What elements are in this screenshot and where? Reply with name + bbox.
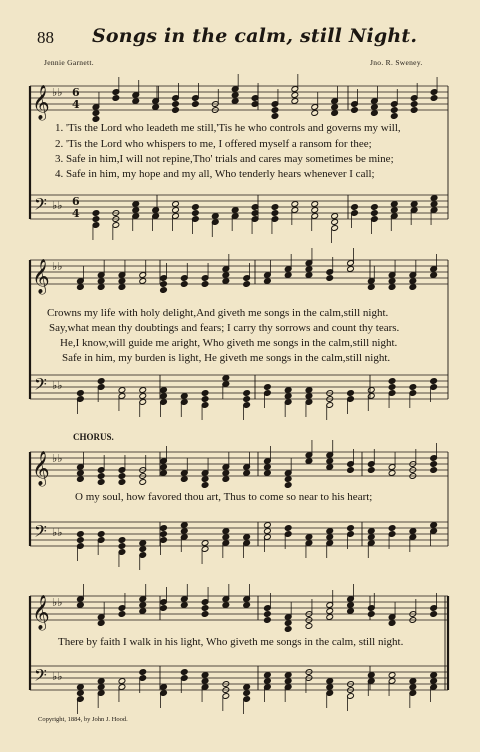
note-head: [243, 684, 251, 691]
note-head: [409, 528, 417, 535]
note-head: [160, 605, 168, 612]
key-signature: ♭♭: [52, 596, 63, 609]
note-head: [243, 470, 251, 477]
note-head: [271, 107, 279, 114]
note-head: [284, 387, 292, 394]
note-head: [222, 602, 230, 609]
note-head: [201, 605, 209, 612]
note-head: [264, 470, 272, 477]
note-head: [388, 620, 396, 627]
note-head: [409, 284, 417, 291]
note-head: [139, 393, 147, 400]
note-head: [388, 378, 396, 385]
note-head: [264, 522, 272, 529]
chorus-line-1: O my soul, how favored thou art, Thus to come so near to his heart;: [75, 491, 373, 503]
bass-clef: 𝄢: [34, 521, 47, 545]
note-head: [311, 110, 319, 117]
note-head: [92, 216, 100, 223]
note-head: [139, 387, 147, 394]
note-head: [371, 104, 379, 111]
note-head: [118, 537, 126, 544]
note-head: [409, 678, 417, 685]
note-head: [371, 110, 379, 117]
note-head: [139, 540, 147, 547]
note-head: [211, 213, 219, 220]
treble-clef: 𝄞: [32, 85, 50, 120]
note-head: [291, 201, 299, 208]
note-head: [192, 101, 200, 108]
note-head: [311, 207, 319, 214]
note-head: [231, 98, 239, 105]
note-head: [160, 387, 168, 394]
note-head: [390, 201, 398, 208]
note-head: [77, 390, 85, 397]
time-signature: 6: [72, 86, 80, 99]
time-signature: 4: [72, 98, 80, 111]
note-head: [132, 201, 140, 208]
verse-line-3a: 3. Safe in him,I will not repine,Tho' trials and cares may sometimes be mine;: [55, 153, 394, 165]
note-head: [139, 669, 147, 676]
note-head: [331, 110, 339, 117]
note-head: [271, 210, 279, 217]
note-head: [97, 678, 105, 685]
note-head: [152, 207, 160, 214]
note-head: [192, 204, 200, 211]
note-head: [410, 201, 418, 208]
note-head: [326, 534, 334, 541]
note-head: [367, 284, 375, 291]
note-head: [311, 201, 319, 208]
note-head: [172, 107, 180, 114]
note-head: [326, 528, 334, 535]
note-head: [201, 540, 209, 547]
note-head: [152, 104, 160, 111]
key-signature: ♭♭: [52, 260, 63, 273]
note-head: [390, 107, 398, 114]
verse-line-2a: 2. 'Tis the Lord who whispers to me, I offered myself a ransom for thee;: [55, 138, 372, 150]
note-head: [160, 393, 168, 400]
note-head: [172, 201, 180, 208]
note-head: [388, 278, 396, 285]
note-head: [347, 390, 355, 397]
note-head: [160, 281, 168, 288]
note-head: [305, 393, 313, 400]
note-head: [160, 525, 168, 532]
note-head: [222, 278, 230, 285]
note-head: [410, 107, 418, 114]
note-head: [326, 678, 334, 685]
note-head: [264, 678, 272, 685]
note-head: [284, 620, 292, 627]
note-head: [367, 672, 375, 679]
note-head: [222, 534, 230, 541]
note-head: [331, 219, 339, 226]
note-head: [388, 384, 396, 391]
note-head: [305, 272, 313, 279]
note-head: [409, 684, 417, 691]
note-head: [390, 207, 398, 214]
copyright-notice: Copyright, 1884, by John J. Hood.: [38, 716, 128, 723]
note-head: [118, 284, 126, 291]
note-head: [201, 476, 209, 483]
note-head: [284, 525, 292, 532]
note-head: [367, 467, 375, 474]
note-head: [331, 104, 339, 111]
note-head: [326, 684, 334, 691]
note-head: [409, 384, 417, 391]
note-head: [201, 678, 209, 685]
note-head: [172, 101, 180, 108]
verse-line-4a: 4. Safe in him, my hope and my all, Who tenderly hears whenever I call;: [55, 168, 375, 180]
verse-line-1b: Crowns my life with holy delight,And giveth me songs in the calm,still night.: [47, 307, 389, 319]
note-head: [430, 272, 438, 279]
note-head: [97, 473, 105, 480]
note-head: [430, 672, 438, 679]
note-head: [305, 458, 313, 465]
note-head: [180, 476, 188, 483]
note-head: [192, 210, 200, 217]
note-head: [409, 278, 417, 285]
bass-clef: 𝄢: [34, 665, 47, 689]
note-head: [284, 672, 292, 679]
note-head: [118, 611, 126, 618]
note-head: [347, 266, 355, 273]
note-head: [132, 98, 140, 105]
note-head: [180, 522, 188, 529]
note-head: [139, 479, 147, 486]
note-head: [139, 546, 147, 553]
note-head: [180, 528, 188, 535]
note-head: [367, 528, 375, 535]
bass-clef: 𝄢: [34, 194, 47, 218]
bass-clef: 𝄢: [34, 374, 47, 398]
treble-clef: 𝄞: [32, 595, 50, 630]
note-head: [264, 672, 272, 679]
note-head: [430, 201, 438, 208]
composer-credit: Jno. R. Sweney.: [370, 58, 423, 67]
note-head: [347, 608, 355, 615]
note-head: [97, 378, 105, 385]
key-signature: ♭♭: [52, 379, 63, 392]
note-head: [271, 113, 279, 120]
note-head: [367, 534, 375, 541]
note-head: [243, 690, 251, 697]
note-head: [243, 390, 251, 397]
note-head: [284, 678, 292, 685]
note-head: [326, 608, 334, 615]
note-head: [264, 464, 272, 471]
note-head: [351, 204, 359, 211]
note-head: [430, 95, 438, 102]
note-head: [231, 92, 239, 99]
note-head: [430, 467, 438, 474]
note-head: [139, 278, 147, 285]
note-head: [77, 537, 85, 544]
note-head: [160, 470, 168, 477]
note-head: [367, 387, 375, 394]
note-head: [243, 396, 251, 403]
note-head: [172, 207, 180, 214]
note-head: [347, 467, 355, 474]
note-head: [388, 525, 396, 532]
note-head: [160, 684, 168, 691]
note-head: [97, 531, 105, 538]
note-head: [284, 393, 292, 400]
note-head: [243, 534, 251, 541]
note-head: [139, 608, 147, 615]
note-head: [118, 473, 126, 480]
note-head: [430, 195, 438, 202]
note-head: [326, 614, 334, 621]
note-head: [430, 378, 438, 385]
note-head: [77, 476, 85, 483]
page-number: 88: [37, 28, 54, 47]
note-head: [388, 672, 396, 679]
note-head: [132, 207, 140, 214]
note-head: [222, 375, 230, 382]
note-head: [271, 204, 279, 211]
note-head: [264, 278, 272, 285]
key-signature: ♭♭: [52, 86, 63, 99]
time-signature: 6: [72, 195, 80, 208]
time-signature: 4: [72, 207, 80, 220]
note-head: [97, 278, 105, 285]
note-head: [388, 284, 396, 291]
lyricist-credit: Jennie Garnett.: [44, 58, 94, 67]
note-head: [331, 213, 339, 220]
note-head: [77, 284, 85, 291]
note-head: [77, 684, 85, 691]
note-head: [284, 272, 292, 279]
note-head: [201, 281, 209, 288]
note-head: [97, 479, 105, 486]
chorus-label: CHORUS.: [73, 432, 114, 442]
note-head: [284, 626, 292, 633]
verse-line-2b: Say,what mean thy doubtings and fears; I carry thy sorrows and count thy tears.: [49, 322, 400, 334]
note-head: [201, 672, 209, 679]
note-head: [180, 669, 188, 676]
note-head: [264, 528, 272, 535]
note-head: [284, 482, 292, 489]
note-head: [160, 531, 168, 538]
key-signature: ♭♭: [52, 452, 63, 465]
note-head: [180, 281, 188, 288]
note-head: [390, 113, 398, 120]
note-head: [222, 470, 230, 477]
note-head: [371, 204, 379, 211]
note-head: [326, 275, 334, 282]
note-head: [264, 611, 272, 618]
note-head: [430, 611, 438, 618]
note-head: [231, 207, 239, 214]
note-head: [112, 95, 120, 102]
verse-line-4b: Safe in him, my burden is light, He giveth me songs in the calm,still night.: [62, 352, 391, 364]
note-head: [97, 284, 105, 291]
verse-line-1a: 1. 'Tis the Lord who leadeth me still,'Tis he who controls and governs my will,: [55, 122, 401, 134]
verse-line-3b: He,I know,will guide me aright, Who giveth me songs in the calm,still night.: [60, 337, 398, 349]
note-head: [160, 464, 168, 471]
chorus-line-2: There by faith I walk in his light, Who giveth me songs in the calm, still night.: [58, 636, 404, 648]
note-head: [284, 476, 292, 483]
key-signature: ♭♭: [52, 670, 63, 683]
note-head: [222, 272, 230, 279]
note-head: [92, 110, 100, 117]
key-signature: ♭♭: [52, 199, 63, 212]
song-title: Songs in the calm, still Night.: [92, 25, 418, 47]
note-head: [222, 476, 230, 483]
note-head: [118, 387, 126, 394]
note-head: [326, 458, 334, 465]
note-head: [326, 464, 334, 471]
note-head: [118, 278, 126, 285]
note-head: [201, 611, 209, 618]
note-head: [243, 602, 251, 609]
note-head: [371, 210, 379, 217]
note-head: [367, 611, 375, 618]
note-head: [77, 602, 85, 609]
note-head: [347, 525, 355, 532]
note-head: [77, 470, 85, 477]
note-head: [160, 287, 168, 294]
note-head: [97, 684, 105, 691]
note-head: [77, 690, 85, 697]
note-head: [201, 396, 209, 403]
note-head: [201, 482, 209, 489]
note-head: [77, 531, 85, 538]
note-head: [118, 678, 126, 685]
note-head: [291, 98, 299, 105]
note-head: [201, 390, 209, 397]
note-head: [264, 617, 272, 624]
note-head: [243, 281, 251, 288]
note-head: [410, 101, 418, 108]
note-head: [180, 602, 188, 609]
note-head: [92, 210, 100, 217]
treble-clef: 𝄞: [32, 259, 50, 294]
note-head: [118, 543, 126, 550]
note-head: [222, 528, 230, 535]
note-head: [291, 92, 299, 99]
note-head: [305, 266, 313, 273]
note-head: [430, 461, 438, 468]
note-head: [388, 470, 396, 477]
note-head: [180, 393, 188, 400]
key-signature: ♭♭: [52, 526, 63, 539]
note-head: [97, 620, 105, 627]
note-head: [264, 384, 272, 391]
note-head: [305, 387, 313, 394]
note-head: [347, 602, 355, 609]
note-head: [430, 522, 438, 529]
note-head: [139, 602, 147, 609]
note-head: [118, 479, 126, 486]
treble-clef: 𝄞: [32, 451, 50, 486]
note-head: [305, 534, 313, 541]
note-head: [305, 623, 313, 630]
note-head: [430, 678, 438, 685]
note-head: [351, 107, 359, 114]
